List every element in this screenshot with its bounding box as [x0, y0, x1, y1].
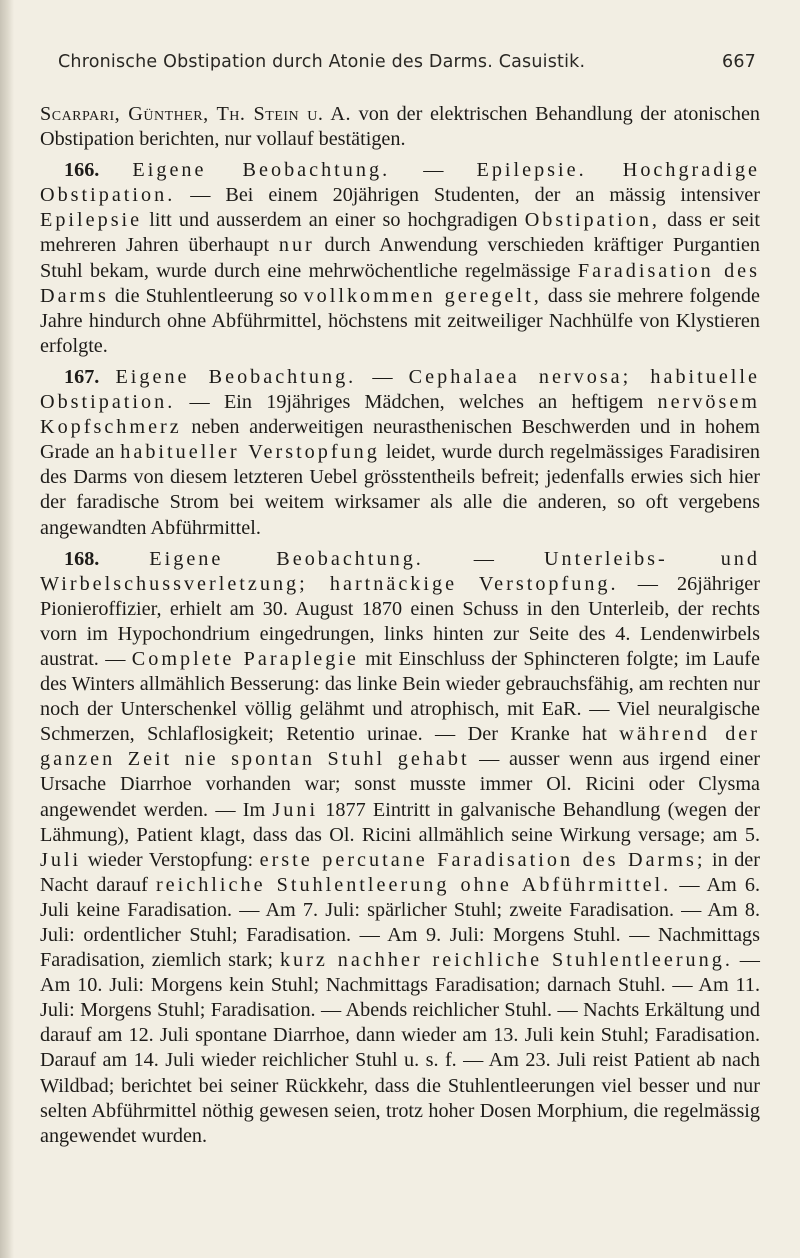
- body-text: [40, 102, 760, 1149]
- paragraph-text: litt und ausserdem an einer so hochgradigen: [142, 209, 525, 232]
- spaced-emphasis-text: Eigene Beobachtung.: [132, 159, 391, 182]
- spaced-emphasis-text: Eigene Beobachtung.: [149, 547, 424, 570]
- spaced-emphasis-text: erste percutane Faradisation des Darms;: [259, 848, 706, 871]
- spaced-emphasis-text: habitueller Verstopfung: [120, 441, 380, 464]
- observation-number: 166.: [64, 159, 100, 182]
- spaced-emphasis-text: Juli: [40, 848, 82, 871]
- paragraph-text: die Stuhlentleerung so: [108, 284, 304, 307]
- paragraph-text: dass sie mehrere folgende Jahre hindurch ohne Abführmittel, höchstens mit zeitweiliger Nachhülfe von Klystieren erfolgte.: [40, 284, 760, 357]
- page-binding-edge: [0, 0, 14, 1258]
- paragraph-text: durch Anwendung verschieden kräftiger Purgantien Stuhl bekam, wurde durch eine mehrwöchentliche regelmässige: [40, 234, 760, 282]
- spaced-emphasis-text: Cephalaea nervosa; habituelle Obstipation.: [40, 365, 760, 414]
- paragraph-text: —: [356, 365, 409, 388]
- running-head-title: Chronische Obstipation durch Atonie des Darms. Casuistik.: [58, 52, 586, 72]
- paragraph-text: in der Nacht darauf: [40, 848, 760, 896]
- paragraph-text: — Am 10. Juli: Morgens kein Stuhl; Nachmittags Faradisation; darnach Stuhl. — Am 11. Juli: Morgens Stuhl; Faradisation. — Abends reichlicher Stuhl. — Nachts Erkältung und darauf am 12. Juli spontane Diarrhoe, dann wieder am 13. Juli kein Stuhl; Faradisation. Darauf am 14. Juli wieder reichlicher Stuhl u. s. f. — Am 23. Juli reist Patient ab nach Wildbad; berichtet bei seiner Rückkehr, dass die Stuhlentleerungen viel besser und nur selten Abführmittel nöthig gewesen seien, trotz hoher Dosen Morphium, die regelmässig angewendet wurden.: [40, 949, 760, 1147]
- paragraph-text: leidet, wurde durch regelmässiges Faradisiren des Darms von diesem letzteren Uebel grösstentheils befreit; jedenfalls erwies sich hier der faradische Strom bei weitem wirksamer als alle die anderen, so oft vergebens angewandten Abführmittel.: [40, 441, 760, 539]
- spaced-emphasis-text: Obstipation,: [524, 209, 660, 232]
- spaced-emphasis-text: kurz nachher reichliche Stuhlentleerung.: [279, 949, 733, 972]
- book-page: [40, 52, 760, 1149]
- paragraph-text: dass er seit mehreren Jahren überhaupt: [40, 209, 761, 257]
- paragraph-text: — Am 6. Juli keine Faradisation. — Am 7. Juli: spärlicher Stuhl; zweite Faradisation. — Am 8. Juli: ordentlicher Stuhl; Faradisation. — Am 9. Juli: Morgens Stuhl. — Nachmittags Faradisation, ziemlich stark;: [40, 873, 760, 972]
- intro-paragraph: [40, 102, 760, 152]
- spaced-emphasis-text: Complete Paraplegie: [131, 647, 359, 670]
- spaced-emphasis-text: Epilepsie. Hochgradige Obstipation.: [40, 159, 760, 207]
- paragraph-text: — Ein 19jähriges Mädchen, welches an heftigem: [175, 391, 658, 414]
- spaced-emphasis-text: Eigene Beobachtung.: [115, 365, 357, 388]
- spaced-emphasis-text: nur: [278, 234, 315, 257]
- spaced-emphasis-text: Epilepsie: [40, 209, 143, 232]
- spaced-emphasis-text: Faradisation des Darms: [40, 259, 760, 307]
- paragraph-text: — 26jähriger Pionieroffizier, erhielt am 30. August 1870 einen Schuss in den Unterleib, der rechts vorn im Hypochondrium eingedrungen, links hinten zur Seite des 4. Lendenwirbels austrat. —: [40, 572, 760, 670]
- running-head: [40, 52, 760, 78]
- spaced-emphasis-text: nervösem Kopfschmerz: [40, 391, 760, 439]
- observation-166: [40, 158, 760, 359]
- paragraph-text: — Bei einem 20jährigen Studenten, der an mässig intensiver: [175, 184, 760, 207]
- spaced-emphasis-text: Unterleibs- und Wirbelschussverletzung; hartnäckige Verstopfung.: [40, 547, 760, 595]
- cited-authors: Scarpari, Günther, Th. Stein u. A.: [40, 103, 352, 125]
- observation-number: 168.: [64, 547, 100, 570]
- page-number: 667: [721, 52, 756, 72]
- spaced-emphasis-text: Juni: [272, 798, 319, 821]
- paragraph-text: wieder Verstopfung:: [81, 848, 260, 871]
- paragraph-text: — ausser wenn aus irgend einer Ursache Diarrhoe vorhanden war; sonst musste immer Ol. Ricini oder Clysma angewendet werden. — Im: [40, 748, 761, 821]
- paragraph-text: —: [423, 547, 544, 570]
- paragraph-text: neben anderweitigen neurasthenischen Beschwerden und in hohem Grade an: [40, 416, 760, 464]
- paragraph-text: 1877 Eintritt in galvanische Behandlung (wegen der Lähmung), Patient klagt, dass das Ol. Ricini allmählich seine Wirkung versage; am 5.: [40, 798, 760, 846]
- spaced-emphasis-text: vollkommen geregelt,: [303, 284, 542, 307]
- intro-text: von der elektrischen Behandlung der atonischen Obstipation berichten, nur vollauf bestätigen.: [40, 103, 761, 151]
- observation-168: [40, 547, 760, 1149]
- spaced-emphasis-text: während der ganzen Zeit nie spontan Stuhl gehabt: [40, 723, 760, 771]
- paragraph-text: —: [390, 159, 477, 182]
- observation-number: 167.: [64, 365, 100, 388]
- spaced-emphasis-text: reichliche Stuhlentleerung ohne Abführmittel.: [155, 873, 672, 896]
- paragraph-text: mit Einschluss der Sphincteren folgte; im Laufe des Winters allmählich Besserung: das linke Bein wieder gebrauchsfähig, am rechten nur noch der Unterschenkel völlig gelähmt und atrophisch, mit EaR. — Viel neuralgische Schmerzen, Schlaflosigkeit; Retentio urinae. — Der Kranke hat: [40, 647, 760, 746]
- observation-167: [40, 365, 760, 541]
